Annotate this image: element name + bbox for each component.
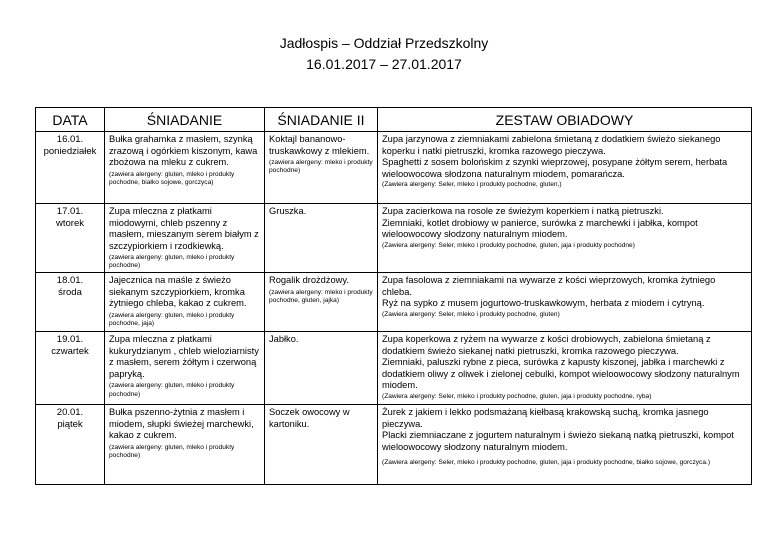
date-cell [36,204,105,273]
date-cell [36,332,105,405]
breakfast-allergens: (zawiera alergeny: gluten, mleko i produkty pochodne) [109,382,235,398]
second-breakfast-text: Koktajl bananowo-truskawkowy z mlekiem. [269,134,370,156]
dinner-main: Ziemniaki, paluszki rybne z pieca, surówka z kapusty kiszonej, jabłka i marchewki z dodatkiem oliwy z oliwek i zielonej cebulki, kompot wieloowocowy słodzony naturalnym miodem. [382,357,740,391]
second-breakfast-cell [265,132,378,204]
breakfast-allergens: (zawiera alergeny: gluten, mleko i produkty pochodne) [109,443,235,460]
dinner-main: Ziemniaki, kotlet drobiowy w panierce, surówka z marchewki i jabłka, kompot wieloowocowy słodzony naturalnym miodem. [382,217,698,239]
breakfast-cell [105,132,265,204]
dinner-cell [378,405,752,485]
dinner-allergens: (Zawiera alergeny: Seler, mleko i produkty pochodne, gluten, jaja i produkty pochodne, białko sojowe, gorczyca.) [382,459,711,467]
date: 16.01. [56,134,84,145]
breakfast-cell [105,273,265,332]
dinner-allergens: (Zawiera alergeny: Seler, mleko i produkty pochodne, gluten, jaja i produkty pochodne) [382,241,635,249]
second-breakfast-cell [265,332,378,405]
table-row [36,132,752,204]
date: 20.01. [56,407,84,419]
date-cell [36,273,105,332]
date: 17.01. [56,206,84,217]
dinner-soup: Zupa jarzynowa z ziemniakami zabielona śmietaną z dodatkiem świeżo siekanego koperku i natki pietruszki, kromka razowego pieczywa. [382,134,721,156]
date: 19.01. [56,334,84,346]
breakfast-cell [105,405,265,485]
dinner-main: Ryż na sypko z musem jogurtowo-truskawkowym, herbata z miodem i cytryną. [382,298,705,309]
breakfast-text: Zupa mleczna z płatkami miodowymi, chleb pszenny z masłem, mieszanym serem białym z szczypiorkiem i rzodkiewką. [109,206,259,251]
dinner-allergens: (Zawiera alergeny: Seler, mleko i produkty pochodne, gluten,) [382,181,562,188]
menu-date-range: 16.01.2017 – 27.01.2017 [306,56,462,72]
weekday: wtorek [56,218,84,229]
dinner-soup: Żurek z jakiem i lekko podsmażaną kiełbasą krakowską suchą, kromka jasnego pieczywa. [382,407,709,429]
dinner-cell [378,332,752,405]
second-breakfast-text: Rogalik drożdżowy. [269,275,349,286]
date: 18.01. [56,275,84,287]
dinner-soup: Zupa zacierkowa na rosole ze świeżym koperkiem i natką pietruszki. [382,206,664,216]
header-date: DATA [36,108,105,132]
table-row [36,273,752,332]
second-breakfast-allergens: (zawiera alergeny: mleko i produkty pochodne) [269,159,373,175]
header-row [36,108,752,132]
breakfast-allergens: (zawiera alergeny: gluten, mleko i produkty pochodne) [109,254,235,270]
dinner-cell [378,273,752,332]
dinner-allergens: (Zawiera alergeny: Seler, mleko i produkty pochodne, gluten) [382,310,560,318]
second-breakfast-allergens: (zawiera alergeny: mleko i produkty pochodne, gluten, jajka) [269,288,373,305]
second-breakfast-text: Soczek owocowy w kartoniku. [269,407,350,429]
second-breakfast-text: Jabłko. [269,334,299,345]
weekday: czwartek [51,346,89,358]
table-row [36,204,752,273]
dinner-main: Spaghetti z sosem bolońskim z szynki wieprzowej, posypane żółtym serem, herbata wieloowocowa słodzona naturalnym miodem, pomarańcza. [382,157,728,179]
table-row [36,332,752,405]
weekday: piątek [57,419,83,431]
dinner-cell [378,204,752,273]
weekday: poniedziałek [43,146,97,157]
header-second-breakfast: ŚNIADANIE II [265,108,378,132]
breakfast-text: Zupa mleczna z płatkami kukurydzianym , chleb wieloziarnisty z masłem, serem żółtym i czerwoną papryką. [109,334,259,379]
header-breakfast: ŚNIADANIE [105,108,265,132]
dinner-soup: Zupa fasolowa z ziemniakami na wywarze z kości wieprzowych, kromka żytniego chleba. [382,275,716,297]
weekday: środa [58,287,82,299]
breakfast-allergens: (zawiera alergeny: gluten, mleko i produkty pochodne, białko sojowe, gorczyca) [109,170,235,186]
second-breakfast-cell [265,204,378,273]
second-breakfast-cell [265,273,378,332]
second-breakfast-text: Gruszka. [269,206,307,216]
breakfast-text: Bułka pszenno-żytnia z masłem i miodem, słupki świeżej marchewki, kakao z cukrem. [109,407,254,441]
menu-table [35,107,752,485]
date-cell [36,132,105,204]
second-breakfast-cell [265,405,378,485]
date-cell [36,405,105,485]
breakfast-cell [105,204,265,273]
breakfast-text: Bułka grahamka z masłem, szynką zrazową i ogórkiem kiszonym, kawa zbożowa na mleku z cukrem. [109,134,258,167]
dinner-cell [378,132,752,204]
dinner-allergens: (Zawiera alergeny: Seler, mleko i produkty pochodne, gluten, jaja i produkty pochodne, ryba) [382,392,652,400]
menu-title: Jadłospis – Oddział Przedszkolny [279,35,489,51]
header-dinner-set: ZESTAW OBIADOWY [378,108,752,132]
dinner-soup: Zupa koperkowa z ryżem na wywarze z kości drobiowych, zabielona śmietaną z dodatkiem świeżo siekanej natki pietruszki, kromka razowego pieczywa. [382,334,711,356]
table-row [36,405,752,485]
breakfast-cell [105,332,265,405]
dinner-main: Placki ziemniaczane z jogurtem naturalnym i świeżo siekaną natką pietruszki, kompot wieloowocowy słodzony naturalnym miodem. [382,430,734,452]
breakfast-allergens: (zawiera alergeny: gluten, mleko i produkty pochodne, jaja) [109,311,235,328]
breakfast-text: Jajecznica na maśle z świeżo siekanym szczypiorkiem, kromka żytniego chleba, kakao z cukrem. [109,275,247,309]
